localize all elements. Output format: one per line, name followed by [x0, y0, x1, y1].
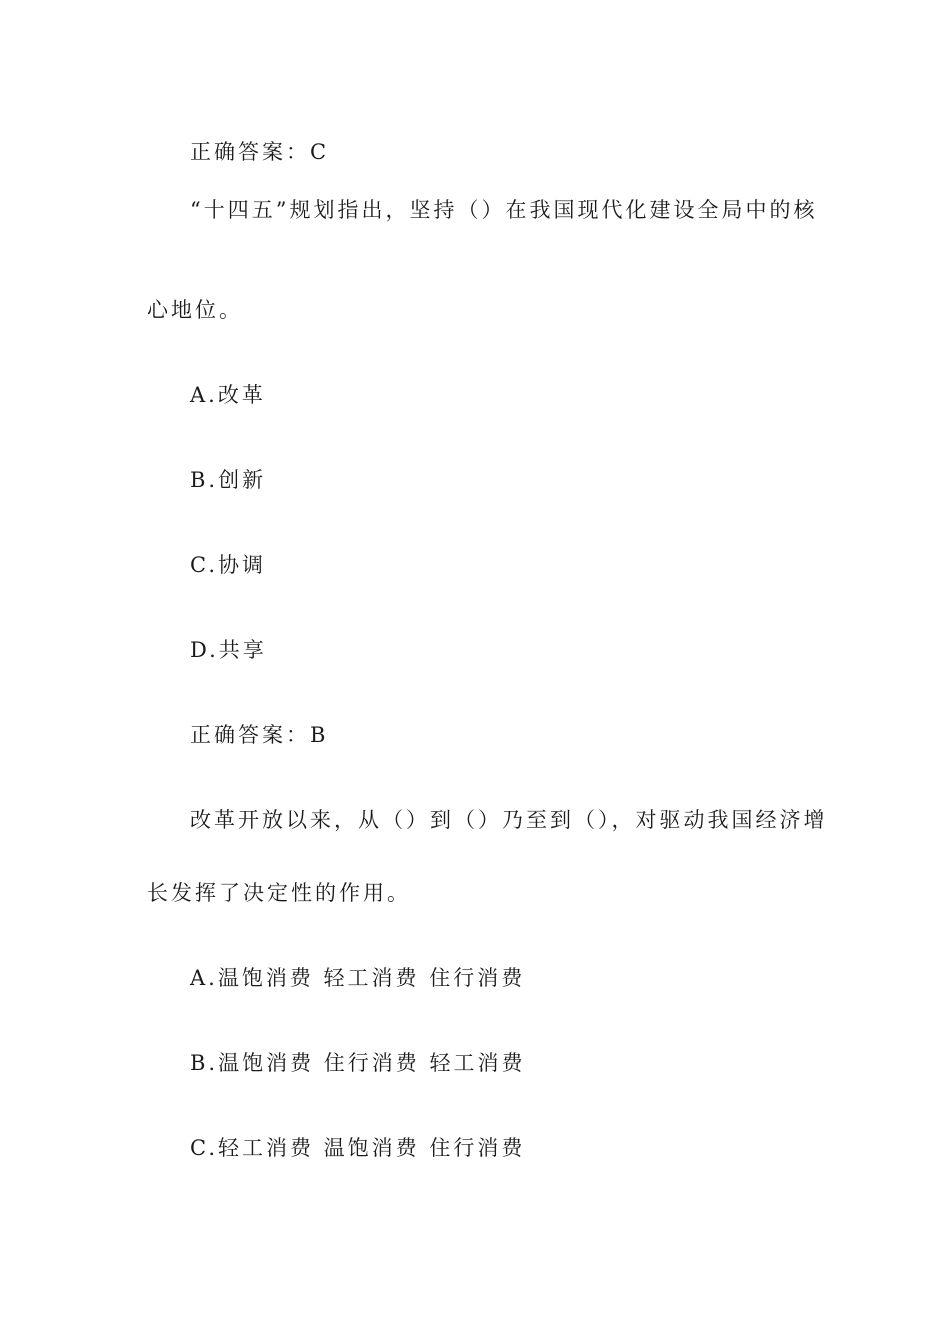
option-d: D.共享 [190, 638, 267, 662]
option-b: B.创新 [190, 468, 267, 492]
question-stem-line: 改革开放以来，从（）到（）乃至到（），对驱动我国经济增 [190, 808, 828, 832]
option-a: A.改革 [190, 383, 266, 407]
answer-line: 正确答案：C [190, 140, 330, 164]
question-stem-line: “十四五”规划指出，坚持（）在我国现代化建设全局中的核 [190, 198, 818, 222]
option-b: B.温饱消费 住行消费 轻工消费 [190, 1051, 526, 1075]
option-a: A.温饱消费 轻工消费 住行消费 [190, 966, 526, 990]
question-stem-continuation: 心地位。 [147, 298, 243, 322]
option-c: C.轻工消费 温饱消费 住行消费 [190, 1136, 526, 1160]
option-c: C.协调 [190, 553, 266, 577]
question-stem-continuation: 长发挥了决定性的作用。 [147, 881, 411, 905]
answer-line: 正确答案：B [190, 723, 329, 747]
